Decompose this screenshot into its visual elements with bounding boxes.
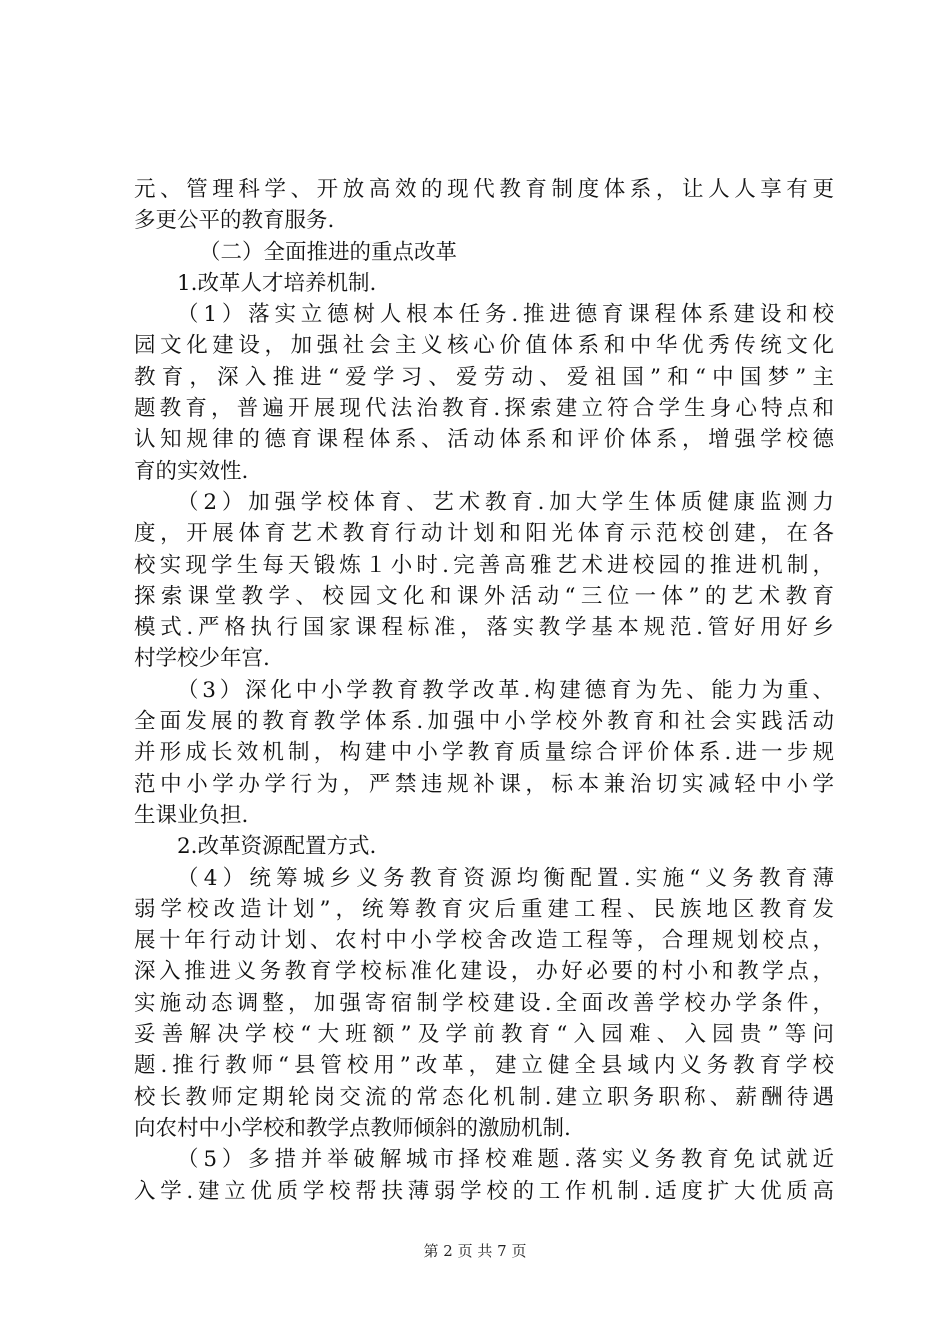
text-line: 园文化建设，加强社会主义核心价值体系和中华优秀传统文化 xyxy=(134,333,834,359)
text-line: （2）加强学校体育、艺术教育.加大学生体质健康监测力 xyxy=(177,489,834,515)
text-line: 全面发展的教育教学体系.加强中小学校外教育和社会实践活动 xyxy=(134,709,834,735)
text-line: （4）统筹城乡义务教育资源均衡配置.实施“义务教育薄 xyxy=(177,865,834,891)
text-line: 生课业负担. xyxy=(134,802,249,828)
text-line: （3）深化中小学教育教学改革.构建德育为先、能力为重、 xyxy=(177,677,834,703)
text-line: 1.改革人才培养机制. xyxy=(177,270,377,296)
text-line: 多更公平的教育服务. xyxy=(134,208,335,234)
text-line: 范中小学办学行为，严禁违规补课，标本兼治切实减轻中小学 xyxy=(134,771,834,797)
text-line: 并形成长效机制，构建中小学教育质量综合评价体系.进一步规 xyxy=(134,740,834,766)
text-line: 题教育，普遍开展现代法治教育.探索建立符合学生身心特点和 xyxy=(134,396,834,422)
text-line: 认知规律的德育课程体系、活动体系和评价体系，增强学校德 xyxy=(134,427,834,453)
text-line: 探索课堂教学、校园文化和课外活动“三位一体”的艺术教育 xyxy=(134,583,834,609)
text-line: 元、管理科学、开放高效的现代教育制度体系，让人人享有更 xyxy=(134,177,834,202)
text-line: 育的实效性. xyxy=(134,458,249,484)
text-line: 2.改革资源配置方式. xyxy=(177,834,377,860)
text-line: 模式.严格执行国家课程标准，落实教学基本规范.管好用好乡 xyxy=(134,615,834,641)
text-line: 入学.建立优质学校帮扶薄弱学校的工作机制.适度扩大优质高 xyxy=(134,1178,834,1204)
text-line: 向农村中小学校和教学点教师倾斜的激励机制. xyxy=(134,1115,571,1141)
text-line: （二）全面推进的重点改革 xyxy=(199,239,458,265)
text-line: （1）落实立德树人根本任务.推进德育课程体系建设和校 xyxy=(177,302,834,328)
text-line: 展十年行动计划、农村中小学校舍改造工程等，合理规划校点， xyxy=(134,928,834,954)
text-line: 村学校少年宫. xyxy=(134,646,270,672)
text-line: 妥善解决学校“大班额”及学前教育“入园难、入园贵”等问 xyxy=(134,1022,834,1048)
document-body xyxy=(134,174,834,1207)
text-line: 教育，深入推进“爱学习、爱劳动、爱祖国”和“中国梦”主 xyxy=(134,364,834,390)
text-line: 校长教师定期轮岗交流的常态化机制.建立职务职称、薪酬待遇 xyxy=(134,1084,834,1110)
text-line: 弱学校改造计划”，统筹教育灾后重建工程、民族地区教育发 xyxy=(134,896,834,922)
text-line: 实施动态调整，加强寄宿制学校建设.全面改善学校办学条件， xyxy=(134,990,834,1016)
page-footer: 第 2 页 共 7 页 xyxy=(423,1242,527,1260)
text-line: （5）多措并举破解城市择校难题.落实义务教育免试就近 xyxy=(177,1147,834,1173)
text-line: 深入推进义务教育学校标准化建设，办好必要的村小和教学点， xyxy=(134,959,834,985)
text-line: 题.推行教师“县管校用”改革，建立健全县域内义务教育学校 xyxy=(134,1053,834,1079)
text-line: 校实现学生每天锻炼１小时.完善高雅艺术进校园的推进机制， xyxy=(134,552,834,578)
text-line: 度，开展体育艺术教育行动计划和阳光体育示范校创建，在各 xyxy=(134,521,834,547)
